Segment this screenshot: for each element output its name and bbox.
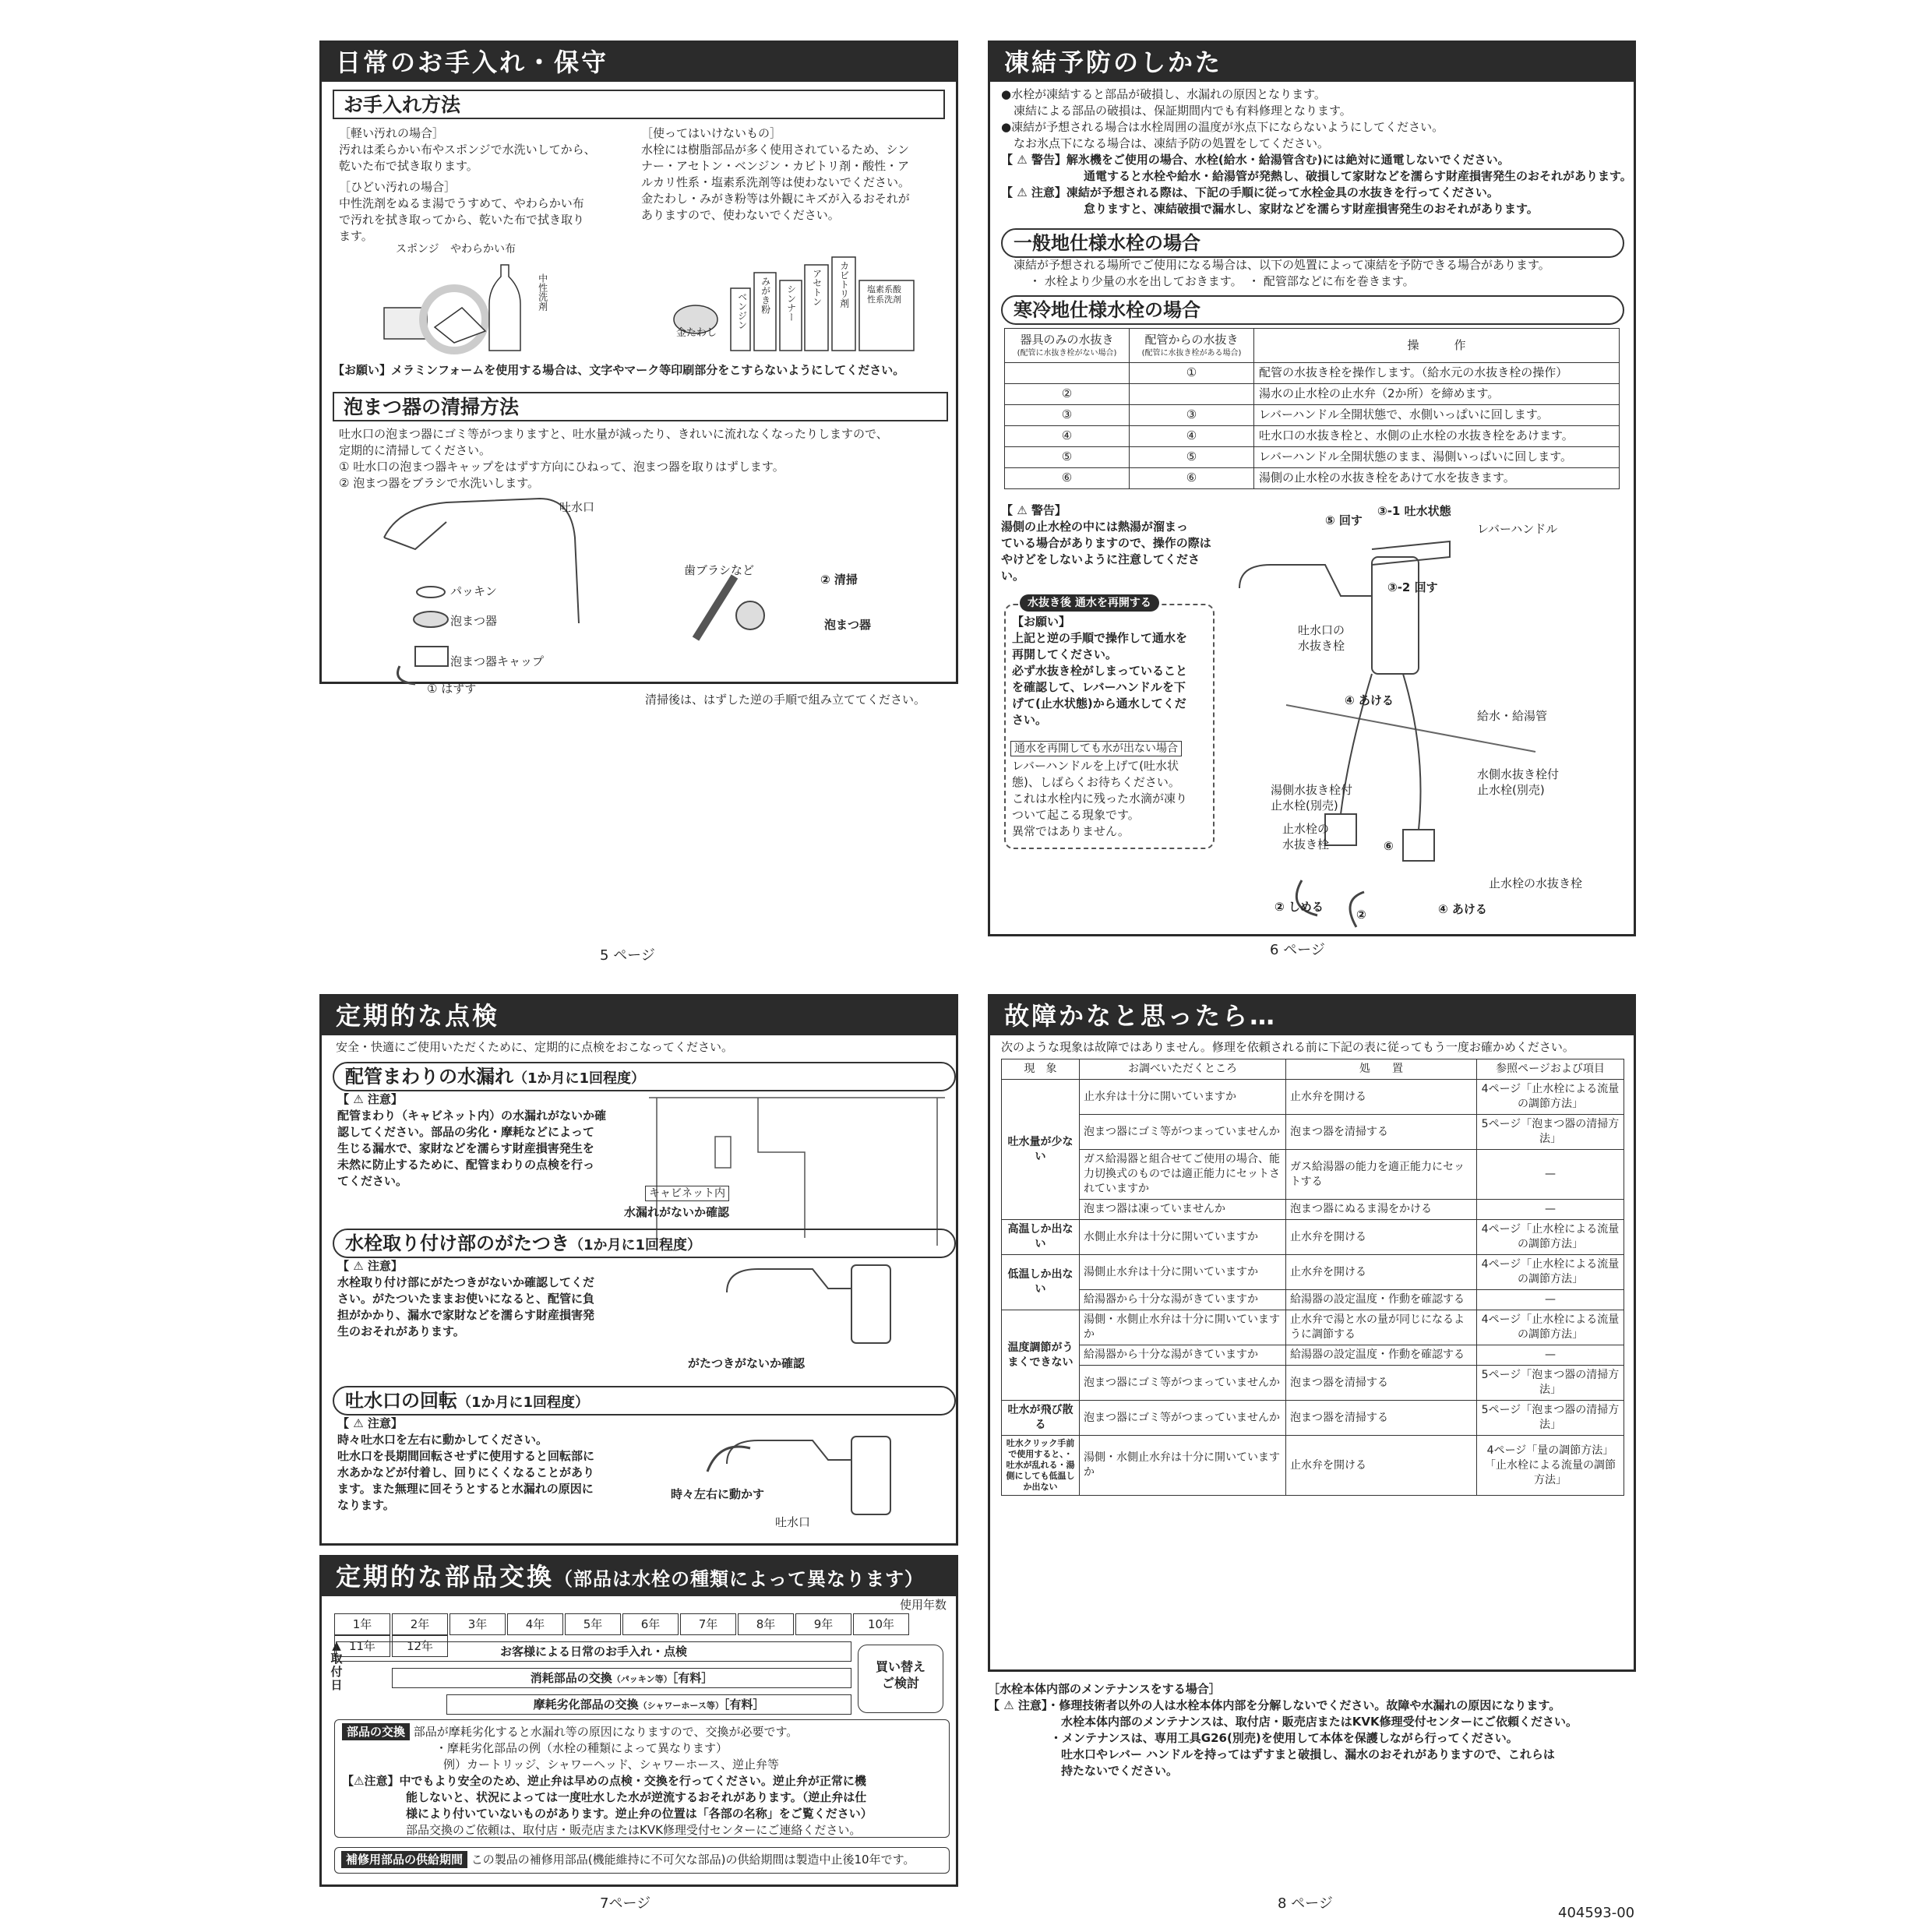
check-cell: 止水弁は十分に開いていますか (1080, 1080, 1286, 1115)
faucet-body-icon (1372, 557, 1419, 674)
rotate-text: 【 ⚠ 注意】 時々吐水口を左右に動かしてください。 吐水口を長期間回転させずに使用すると回転部に 水あかなどが付着し、回りにくくなることがあり ます。また無理に回そうとすると水漏れの原因に なります。 (337, 1416, 595, 1512)
ref-cell: 4ページ「量の調節方法」「止水栓による流量の調節方法」 (1477, 1436, 1624, 1496)
phenomenon-cell: 低温しか出ない (1002, 1255, 1080, 1310)
bar-daily-care: お客様による日常のお手入れ・点検 (336, 1641, 851, 1662)
mold-label: カビトリ剤 (838, 261, 850, 308)
spout-label: 吐水口 (559, 500, 595, 514)
faucet-spout-icon (727, 1269, 851, 1292)
packing-label: パッキン (450, 584, 497, 598)
open31-label: ③-1 吐水状態 (1377, 504, 1451, 518)
drain-step-row (1005, 405, 1620, 426)
page6-panel: 凍結予防のしかた ●水栓が凍結すると部品が破損し、水漏れの原因となります。 凍結による部品の破損は、保証期間内でも有料修理となります。 ●凍結が予想される場合は水栓周囲の温度が氷点下にならないようにしてください。 なお氷点下になる場合は、凍結予防の処置をしてください。 【 ⚠ 警告】解氷機をご使用の場合、水栓(給水・給湯管含む)には絶対に通電しないでください。 通電すると水栓や給水・給湯管が発熱し、破損して家財などを濡らす財産損害発生のおそれがあります。 【 ⚠ 注意】凍結が予想される際は、下記の手順に従って水栓金具の水抜きを行ってください。 怠りますと、凍結破損で漏水し、家財などを濡らす財産損害発生のおそれがあります。 一般地仕様水栓の場合 凍結が予想される場所でご使用になる場合は、以下の処置によって凍結を予防できる場合があります。 ・ 水栓より少量の水を出しておきます。 ・ 配管部などに布を巻きます。 寒冷地仕様水栓の場合 器具のみの水抜き (配管に水抜き栓がない場合) 配管からの水抜き (配管に水抜き栓がある場合) 操 作 ① 配管の水抜き栓を操作します。（給水元の水抜き栓の操作） ② 湯水の止水栓の止水弁（2か所）を締めます。 ③ ③ レバーハンドル全開状態で、水側いっぱいに回します。 ④ ④ 吐水口の水抜き栓と、水側の止水栓の水抜き栓をあけます。 ⑤ ⑤ レバーハンドル全開状態のまま、湯側いっぱいに回します。 ⑥ ⑥ 湯側の止水栓の水抜き栓をあけて水を抜きます。 【 ⚠ 警告】 湯側の止水栓の中には熱湯が溜まっ ている場合がありますので、操作の際は やけどをしないように注意してくださ い。 水抜き後 通水を再開する 【お願い】 上記と逆の手順で操作して通水を 再開してください。 必ず水抜き栓がしまっていること を確認して、レバーハンドルを下 げて(止水状態)から通水してくだ さい。 通水を再開しても水が出ない場合 レバーハンドルを上げて(吐水状 態)、しばらくお待ちください。 これは水栓内に残った水滴が凍り ついて起こる現象です。 異常ではありません。 ⑤ 回す ③-1 吐水状態 レバーハンドル ③-2 回す 吐水口の 水抜き栓 ④ あける 給水・給湯管 湯側水抜き栓付 止水栓(別売) 水側水抜き栓付 止水栓(別売) 止水栓の 水抜き栓 ⑥ 止水栓の水抜き栓 ② しめる ② ④ あける (988, 41, 1636, 936)
cold-valve-label: 水側水抜き栓付 (1477, 767, 1560, 781)
wobble-check-label: がたつきがないか確認 (688, 1356, 806, 1370)
drain-step-num: ④ (1005, 426, 1130, 447)
check-cell: 泡まつ器にゴミ等がつまっていませんか (1080, 1366, 1286, 1401)
rotate-spout-label: 吐水口 (775, 1515, 811, 1529)
check-cell: 給湯器から十分な湯がきていますか (1080, 1345, 1286, 1366)
parts-header: 定期的な部品交換（部品は水栓の種類によって異なります） (322, 1557, 956, 1596)
faucet-spout-icon (1239, 565, 1372, 596)
page6-number: 6 ページ (1270, 942, 1325, 958)
open4-label: ④ あける (1345, 693, 1394, 707)
page7-parts-panel (319, 1555, 958, 1887)
page7-number: 7ページ (600, 1895, 651, 1912)
aerator-text: 吐水口の泡まつ器にゴミ等がつまりますと、吐水量が減ったり、きれいに流れなくなったりしますので、 定期的に清掃してください。 ① 吐水口の泡まつ器キャップをはずす方向にひねって、泡まつ器を取りはずします。 ② 泡まつ器をブラシで水洗いします。 (339, 427, 888, 490)
table-row (1002, 1080, 1624, 1115)
section-leak: 配管まわりの水漏れ（1か月に1回程度） (333, 1062, 956, 1091)
faucet-spout-icon (727, 1440, 851, 1464)
detergent-bottle-icon (489, 265, 520, 351)
cleaning-tools-illustration (368, 242, 914, 358)
phenomenon-cell: 吐水クリック手前で使用すると、・吐水が乱れる・湯側にしても低温しか出ない (1002, 1436, 1080, 1496)
year-cell: 6年 (622, 1613, 679, 1635)
drain-step-op: 吐水口の水抜き栓と、水側の止水栓の水抜き栓をあけます。 (1254, 426, 1620, 447)
year-cell: 10年 (853, 1613, 909, 1635)
ref-cell: — (1477, 1345, 1624, 1366)
close2-label: ② しめる (1274, 900, 1324, 914)
section-rotate: 吐水口の回転（1か月に1回程度） (333, 1386, 956, 1416)
resume-text: 【お願い】 上記と逆の手順で操作して通水を 再開してください。 必ず水抜き栓がしまっていること を確認して、レバーハンドルを下 げて(止水状態)から通水してくだ さい。 (1012, 615, 1188, 727)
page5-header: 日常のお手入れ・保守 (322, 43, 956, 82)
steelwool-label: 金たわし (676, 327, 717, 339)
drain-step-op: レバーハンドル全開状態のまま、湯側いっぱいに回します。 (1254, 447, 1620, 468)
ref-cell: 5ページ「泡まつ器の清掃方法」 (1477, 1401, 1624, 1436)
fix-cell: ガス給湯器の能力を適正能力にセットする (1286, 1150, 1477, 1200)
phenomenon-cell: 吐水が飛び散る (1002, 1401, 1080, 1436)
parts-info-text: 部品の交換 部品が摩耗劣化すると水漏れ等の原因になりますので、交換が必要です。 ・摩耗劣化部品の例（水栓の種類によって異なります） 例）カートリッジ、シャワーヘッド、シャワーホース、逆止弁等 【⚠注意】中でもより安全のため、逆止弁は早めの点検・交換を行ってください。逆止弁が正常に機 能しないと、状況によっては一度吐水した水が逆流するおそれがあります。（逆止弁は仕 様により付いていないものがあります。逆止弁の位置は「各部の名称」をご覧ください） 部品交換のご依頼は、取付店・販売店またはKVK修理受付センターにご連絡ください。 (342, 1725, 873, 1837)
check-cell: 泡まつ器にゴミ等がつまっていませんか (1080, 1115, 1286, 1150)
remove-label: ① はずす (427, 682, 477, 696)
sponge-label: スポンジ (396, 243, 439, 256)
phenomenon-cell: 高温しか出ない (1002, 1220, 1080, 1255)
drain-step-row (1005, 363, 1620, 384)
page8-header: 故障かなと思ったら… (990, 996, 1634, 1035)
spout-drain-label: 吐水口の (1298, 623, 1345, 637)
year-cell: 12年 (392, 1635, 448, 1657)
resume-tag: 水抜き後 通水を再開する (1020, 594, 1159, 612)
turn32-label: ③-2 回す (1387, 580, 1438, 594)
check-cell: 湯側止水弁は十分に開いていますか (1080, 1255, 1286, 1290)
aerator-label: 泡まつ器 (450, 614, 498, 628)
faucet-spout-icon (384, 499, 579, 623)
table-row (1002, 1345, 1624, 1366)
aerator-illustration (384, 491, 851, 670)
drain-step-row (1005, 447, 1620, 468)
section-wobble: 水栓取り付け部のがたつき（1か月に1回程度） (333, 1229, 956, 1258)
table-row (1002, 1310, 1624, 1345)
trouble-intro: 次のような現象は故障ではありません。修理を依頼される前に下記の表に従ってもう一度お確かめください。 (1001, 1040, 1574, 1054)
phenomenon-cell: 温度調節がうまくできない (1002, 1310, 1080, 1401)
ref-cell: 4ページ「止水栓による流量の調節方法」 (1477, 1220, 1624, 1255)
warning-text: 【 ⚠ 警告】解氷機をご使用の場合、水栓(給水・給湯管含む)には絶対に通電しないでください。 (1001, 153, 1510, 167)
hot-valve-icon (1325, 814, 1356, 845)
bar-wear-parts: 摩耗劣化部品の交換（シャワーホース等）［有料］ (446, 1694, 851, 1715)
bar-consumables: 消耗部品の交換（パッキン等）［有料］ (392, 1668, 851, 1688)
acetone-label: アセトン (811, 269, 823, 306)
lever-handle-icon (1372, 541, 1450, 565)
pipe-label: 給水・給湯管 (1477, 709, 1548, 723)
drain-step-num: ③ (1005, 405, 1130, 426)
ref-cell: 5ページ「泡まつ器の清掃方法」 (1477, 1366, 1624, 1401)
wobble-faucet-illustration (711, 1253, 914, 1355)
cap-label: 泡まつ器キャップ (450, 654, 545, 668)
drain-step-row (1005, 426, 1620, 447)
aerator-icon (414, 612, 448, 627)
year-cell: 4年 (507, 1613, 563, 1635)
aerator2-label: 泡まつ器 (824, 618, 872, 632)
drain-step-op: 湯側の止水栓の水抜き栓をあけて水を抜きます。 (1254, 468, 1620, 489)
fix-cell: 止水弁を開ける (1286, 1436, 1477, 1496)
request-note: 【お願い】メラミンフォームを使用する場合は、文字やマーク等印刷部分をこすらないようにしてください。 (333, 363, 905, 377)
drain-step-op: レバーハンドル全開状態で、水側いっぱいに回します。 (1254, 405, 1620, 426)
year-cell: 8年 (738, 1613, 794, 1635)
document-code: 404593-00 (1558, 1905, 1635, 1921)
general-text: 凍結が予想される場所でご使用になる場合は、以下の処置によって凍結を予防できる場合があります。 ・ 水栓より少量の水を出しておきます。 ・ 配管部などに布を巻きます。 (1014, 258, 1550, 288)
fix-cell: 泡まつ器を清掃する (1286, 1115, 1477, 1150)
check-cell: 給湯器から十分な湯がきていますか (1080, 1290, 1286, 1310)
drain-step-num: ① (1130, 363, 1254, 384)
page5-panel (319, 41, 958, 707)
parts-replace-tag: 部品の交換 (342, 1723, 410, 1740)
table-row (1002, 1115, 1624, 1150)
year-cell: 5年 (565, 1613, 621, 1635)
supply-tag: 補修用部品の供給期間 (341, 1851, 467, 1868)
page8-panel (988, 994, 1636, 1672)
table-row (1002, 1255, 1624, 1290)
fix-cell: 給湯器の設定温度・作動を確認する (1286, 1345, 1477, 1366)
drain-step-op: 湯水の止水栓の止水弁（2か所）を締めます。 (1254, 384, 1620, 405)
fix-cell: 給湯器の設定温度・作動を確認する (1286, 1290, 1477, 1310)
supply-period-box: 補修用部品の供給期間 この製品の補修用部品(機能維持に不可欠な部品)の供給期間は製造中止後10年です。 (334, 1847, 950, 1874)
ref-cell: — (1477, 1200, 1624, 1220)
leak-check-label: 水漏れがないか確認 (624, 1205, 730, 1219)
year-cell: 3年 (450, 1613, 506, 1635)
drain-pipe-icon (758, 1098, 805, 1238)
thinner-label: シンナー (785, 284, 797, 322)
drain-step-num (1005, 363, 1130, 384)
valve-drain-label: 止水栓の (1282, 822, 1330, 836)
drain-step-op: 配管の水抜き栓を操作します。（給水元の水抜き栓の操作） (1254, 363, 1620, 384)
fix-cell: 止水弁で湯と水の量が同じになるように調節する (1286, 1310, 1477, 1345)
open4b-label: ④ あける (1438, 902, 1487, 916)
page8-number: 8 ページ (1278, 1895, 1333, 1912)
cabinet-illustration (649, 1090, 945, 1246)
inspection-intro: 安全・快適にご使用いただくために、定期的に点検をおこなってください。 (336, 1040, 734, 1054)
packing-icon (417, 587, 445, 598)
clean-label: ② 清掃 (820, 573, 858, 587)
phenomenon-cell: 吐水量が少ない (1002, 1080, 1080, 1220)
nowater-text: レバーハンドルを上げて(吐水状 態)、しばらくお待ちください。 これは水栓内に残った水滴が凍り ついて起こる現象です。 異常ではありません。 (1012, 759, 1188, 838)
general-title: 一般地仕様水栓の場合 (1001, 228, 1624, 258)
check-cell: ガス給湯器と組合せてご使用の場合、能力切換式のものでは適正能力にセットされていますか (1080, 1150, 1286, 1200)
ref-cell: 4ページ「止水栓による流量の調節方法」 (1477, 1310, 1624, 1345)
aerator-title: 泡まつ器の清掃方法 (333, 392, 948, 421)
ref-cell: — (1477, 1290, 1624, 1310)
faucet-body-icon (851, 1437, 890, 1514)
years-label: 使用年数 (899, 1598, 947, 1612)
ref-cell: — (1477, 1150, 1624, 1200)
page7-inspection-panel (319, 994, 958, 1546)
detergent-label: 中性洗剤 (537, 273, 548, 311)
check-cell: 湯側・水側止水弁は十分に開いていますか (1080, 1310, 1286, 1345)
benzine-label: ベンジン (736, 292, 748, 330)
ref-cell: 4ページ「止水栓による流量の調節方法」 (1477, 1255, 1624, 1290)
cold-title: 寒冷地仕様水栓の場合 (1001, 295, 1624, 325)
toothbrush-icon (696, 576, 735, 639)
cloth-label: やわらかい布 (450, 243, 516, 256)
table-row (1002, 1290, 1624, 1310)
brush-label: 歯ブラシなど (684, 563, 755, 577)
drain-step-num: ④ (1130, 426, 1254, 447)
reassemble-note: 清掃後は、はずした逆の手順で組み立ててください。 (645, 693, 926, 707)
year-cell: 7年 (680, 1613, 736, 1635)
fix-cell: 止水弁を開ける (1286, 1220, 1477, 1255)
drain-procedure-table: 器具のみの水抜き (配管に水抜き栓がない場合) 配管からの水抜き (配管に水抜き栓がある場合) 操 作 ① 配管の水抜き栓を操作します。（給水元の水抜き栓の操作） ② 湯水の止水栓の止水弁（2か所）を締めます。 ③ ③ レバーハンドル全開状態で、水側いっぱいに回します。 ④ ④ 吐水口の水抜き栓と、水側の止水栓の水抜き栓をあけます。 ⑤ ⑤ レバーハンドル全開状態のまま、湯側いっぱいに回します。 ⑥ ⑥ 湯側の止水栓の水抜き栓をあけて水を抜きます。 (1004, 328, 1620, 489)
drain-step-num: ② (1005, 384, 1130, 405)
freeze-intro: ●水栓が凍結すると部品が破損し、水漏れの原因となります。 凍結による部品の破損は、保証期間内でも有料修理となります。 ●凍結が予想される場合は水栓周囲の温度が氷点下にならないようにしてください。 なお氷点下になる場合は、凍結予防の処置をしてください。 【 ⚠ 警告】解氷機をご使用の場合、水栓(給水・給湯管含む)には絶対に通電しないでください。 通電すると水栓や給水・給湯管が発熱し、破損して家財などを濡らす財産損害発生のおそれがあります。 【 ⚠ 注意】凍結が予想される際は、下記の手順に従って水栓金具の水抜きを行ってください。 怠りますと、凍結破損で漏水し、家財などを濡らす財産損害発生のおそれがあります。 (1001, 87, 1632, 216)
check-cell: 泡まつ器にゴミ等がつまっていませんか (1080, 1401, 1286, 1436)
year-cell: 2年 (392, 1613, 448, 1635)
wobble-text: 【 ⚠ 注意】 水栓取り付け部にがたつきがないか確認してくだ さい。がたついたままお使いになると、配管に負 担がかかり、漏水で家財などを濡らす財産損害発 生のおそれがあります。 (337, 1259, 595, 1338)
table-row (1002, 1401, 1624, 1436)
ref-cell: 4ページ「止水栓による流量の調節方法」 (1477, 1080, 1624, 1115)
drain-step-num: ⑤ (1130, 447, 1254, 468)
cabinet-label: キャビネット内 (645, 1186, 729, 1201)
table-row (1002, 1150, 1624, 1200)
cleaner-label: 塩素系酸性系洗剤 (867, 284, 901, 305)
fix-cell: 泡まつ器を清掃する (1286, 1401, 1477, 1436)
cold-valve-icon (1403, 830, 1434, 861)
install-date-label: ▲ 取 付 日 (330, 1638, 343, 1692)
fix-cell: 泡まつ器にぬるま湯をかける (1286, 1200, 1477, 1220)
drain-step-num: ③ (1130, 405, 1254, 426)
stop-drain-label: 止水栓の水抜き栓 (1489, 876, 1583, 890)
fix-cell: 止水弁を開ける (1286, 1255, 1477, 1290)
light-dirt-block: ［軽い汚れの場合］ 汚れは柔らかい布やスポンジで水洗いしてから、 乾いた布で拭き取ります。 ［ひどい汚れの場合］ 中性洗剤をぬるま湯でうすめて、やわらかい布 で汚れを拭き取ってから、乾いた布で拭き取り ます。 (339, 126, 596, 243)
nowater-tag: 通水を再開しても水が出ない場合 (1010, 741, 1182, 756)
care-title: お手入れ方法 (333, 90, 945, 119)
rotate-arrow-icon (707, 1447, 750, 1472)
lever-label: レバーハンドル (1477, 522, 1558, 536)
hot-water-warning: 【 ⚠ 警告】 湯側の止水栓の中には熱湯が溜まっ ている場合がありますので、操作の際は やけどをしないように注意してくださ い。 (1001, 503, 1211, 583)
six-label: ⑥ (1384, 839, 1394, 853)
year-cell: 11年 (334, 1635, 390, 1657)
page7-header: 定期的な点検 (322, 996, 956, 1035)
check-cell: 水側止水弁は十分に開いていますか (1080, 1220, 1286, 1255)
table-row (1002, 1200, 1624, 1220)
troubleshooting-table: 現 象 お調べいただくところ 処 置 参照ページおよび項目 吐水量が少ない 止水弁は十分に開いていますか 止水弁を開ける 4ページ「止水栓による流量の調節方法」 泡まつ器にゴミ等がつまっていませんか 泡まつ器を清掃する 5ページ「泡まつ器の清掃方法」 ガス給湯器と組合せてご使用の場合、能力切換式のものでは適正能力にセットされていますか ガス給湯器の能力を適正能力にセットする — 泡まつ器は凍っていませんか 泡まつ器にぬるま湯をかける — 高温しか出ない 水側止水弁は十分に開いていますか 止水弁を開ける 4ページ「止水栓による流量の調節方法」 低温しか出ない 湯側止水弁は十分に開いていますか 止水弁を開ける 4ページ「止水栓による流量の調節方法」 給湯器から十分な湯がきていますか 給湯器の設定温度・作動を確認する — 温度調節がうまくできない 湯側・水側止水弁は十分に開いていますか 止水弁で湯と水の量が同じになるように調節する 4ページ「止水栓による流量の調節方法」 給湯器から十分な湯がきていますか 給湯器の設定温度・作動を確認する — 泡まつ器にゴミ等がつまっていませんか 泡まつ器を清掃する 5ページ「泡まつ器の清掃方法」 吐水が飛び散る 泡まつ器にゴミ等がつまっていませんか 泡まつ器を清掃する 5ページ「泡まつ器の清掃方法」 吐水クリック手前で使用すると、・吐水が乱れる・湯側にしても低温しか出ない 湯側・水側止水弁は十分に開いていますか 止水弁を開ける 4ページ「量の調節方法」「止水栓による流量の調節方法」 (1001, 1059, 1624, 1496)
page6-header: 凍結予防のしかた (990, 43, 1634, 82)
polish-label: みがき粉 (760, 277, 771, 314)
turn5-label: ⑤ 回す (1325, 513, 1363, 527)
rotate-move-label: 時々左右に動かす (671, 1487, 765, 1501)
leak-text: 【 ⚠ 注意】 配管まわり（キャビネット内）の水漏れがないか確 認してください。部品の劣化・摩耗などによって 生じる漏水で、家財などを濡らす財産損害発生を 未然に防止するために、配管まわりの点検を行っ てください。 (337, 1092, 607, 1188)
ref-cell: 5ページ「泡まつ器の清掃方法」 (1477, 1115, 1624, 1150)
fix-cell: 止水弁を開ける (1286, 1080, 1477, 1115)
check-cell: 湯側・水側止水弁は十分に開いていますか (1080, 1436, 1286, 1496)
table-row (1002, 1436, 1624, 1496)
drain-step-num: ⑥ (1130, 468, 1254, 489)
table-row (1002, 1366, 1624, 1401)
caution-text: 【 ⚠ 注意】凍結が予想される際は、下記の手順に従って水栓金具の水抜きを行ってください。 (1001, 185, 1499, 199)
faucet-body-icon (851, 1265, 890, 1343)
rotate-faucet-illustration (703, 1417, 914, 1526)
year-cell: 9年 (795, 1613, 851, 1635)
drain-step-num: ⑤ (1005, 447, 1130, 468)
drain-step-num: ⑥ (1005, 468, 1130, 489)
hot-valve-label: 湯側水抜き栓付 (1271, 783, 1353, 797)
fix-cell: 泡まつ器を清掃する (1286, 1366, 1477, 1401)
aerator2-icon (736, 601, 764, 629)
valve-icon (715, 1137, 731, 1168)
two-label: ② (1356, 908, 1366, 922)
year-cell: 1年 (334, 1613, 390, 1635)
replace-box: 買い替え ご検討 (858, 1645, 943, 1713)
maintenance-note: ［水栓本体内部のメンテナンスをする場合］ 【 ⚠ 注意】・修理技術者以外の人は水栓本体内部を分解しないでください。故障や水漏れの原因になります。 水栓本体内部のメンテナンスは、取付店・販売店またはKVK修理受付センターにご依頼ください。 ・メンテナンスは、専用工具G26(別売)を使用して本体を保護しながら行ってください。 吐水口やレバー ハンドルを持ってはずすまと破損し、漏水のおそれがありますので、これらは 持たないでください。 (988, 1682, 1578, 1778)
table-row (1002, 1220, 1624, 1255)
aerator-cap-icon (415, 647, 448, 666)
drain-step-row (1005, 384, 1620, 405)
page5-number: 5 ページ (600, 947, 655, 964)
check-cell: 泡まつ器は凍っていませんか (1080, 1200, 1286, 1220)
drain-step-row (1005, 468, 1620, 489)
drain-step-num (1130, 384, 1254, 405)
prohibited-block: ［使ってはいけないもの］ 水栓には樹脂部品が多く使用されているため、シン ナー・アセトン・ベンジン・カビトリ剤・酸性・ア ルカリ性系・塩素系洗剤等は使わないでください。 金たわし・みがき粉等は外観にキズが入るおそれが ありますので、使わないでください。 (641, 126, 911, 222)
